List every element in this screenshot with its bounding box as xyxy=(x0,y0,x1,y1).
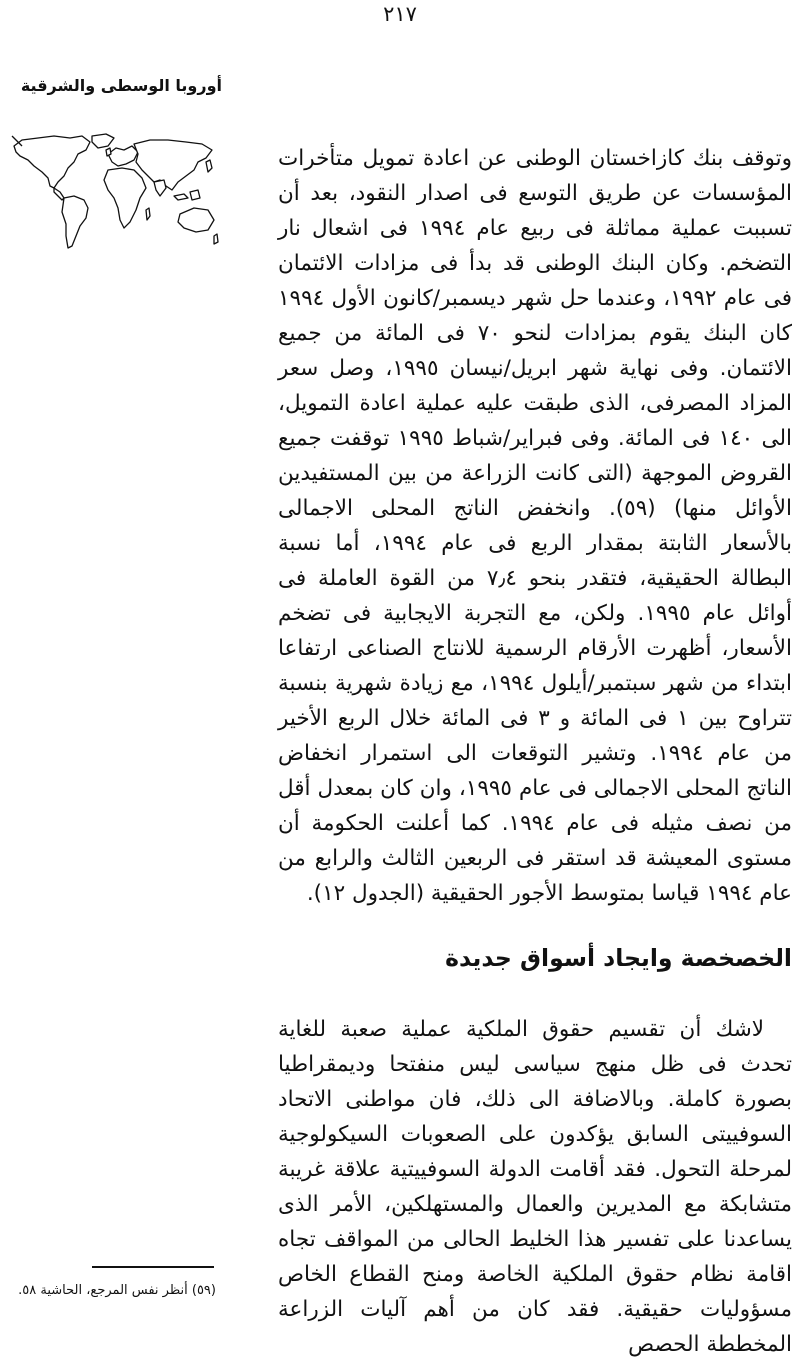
world-map-icon xyxy=(8,132,220,252)
body-paragraph-2: لاشك أن تقسيم حقوق الملكية عملية صعبة للغاية تحدث فى ظل منهج سياسى ليس منفتحا وديمقراطيا بصورة كاملة. وبالاضافة الى ذلك، فان مواطنى الاتحاد السوفييتى السابق يؤكدون على الصعوبات السيكولوجية لمرحلة التحول. فقد أقامت الدولة السوفييتية علاقة غريبة متشابكة مع المديرين والعمال والمستهلكين، الأمر الذى يساعدنا على تفسير هذا الخليط الحالى من المواقف تجاه اقامة نظام حقوق الملكية الخاصة ومنح القطاع الخاص مسؤوليات حقيقية. فقد كان من أهم آليات الزراعة المخططة الحصص xyxy=(278,1017,792,1357)
borneo-shape xyxy=(190,190,200,200)
africa-shape xyxy=(104,168,146,228)
europe-shape xyxy=(108,146,138,166)
footnote-divider xyxy=(92,1266,214,1268)
footnote-59: (٥٩) أنظر نفس المرجع، الحاشية ٥٨. xyxy=(18,1283,216,1298)
body-paragraph-1: وتوقف بنك كازاخستان الوطنى عن اعادة تمويل متأخرات المؤسسات عن طريق التوسع فى اصدار النقود، بعد أن تسببت عملية مماثلة فى ربيع عام ١٩٩٤ فى اشعال نار التضخم. وكان البنك الوطنى قد بدأ فى مزادات الائتمان فى عام ١٩٩٢، وعندما حل شهر ديسمبر/كانون الأول ١٩٩٤ كان البنك يقوم بمزادات لنحو ٧٠ فى المائة من جميع الائتمان. وفى نهاية شهر ابريل/نيسان ١٩٩٥، وصل سعر المزاد المصرفى، الذى طبقت عليه عملية اعادة التمويل، الى ١٤٠ فى المائة. وفى فبراير/شباط ١٩٩٥ توقفت جميع القروض الموجهة (التى كانت الزراعة من بين المستفيدين الأوائل منها) (٥٩). وانخفض الناتج المحلى الاجمالى بالأسعار الثابتة بمقدار الربع فى عام ١٩٩٤، أما نسبة البطالة الحقيقية، فتقدر بنحو ٧٫٤ من القوة العاملة فى أوائل عام ١٩٩٥. ولكن، مع التجربة الايجابية فى تضخم الأسعار، أظهرت الأرقام الرسمية للانتاج الصناعى ارتفاعا ابتداء من شهر سبتمبر/أيلول ١٩٩٤، مع زيادة شهرية بنسبة تتراوح بين ١ فى المائة و ٣ فى المائة خلال الربع الأخير من عام ١٩٩٤. وتشير التوقعات الى استمرار انخفاض الناتج المحلى الاجمالى فى عام ١٩٩٥، وان كان بمعدل أقل من نصف مثيله فى عام ١٩٩٤. كما أعلنت الحكومة أن مستوى المعيشة قد استقر فى الربعين الثالث والرابع من عام ١٩٩٤ قياسا بمتوسط الأجور الحقيقية (الجدول ١٢). xyxy=(278,146,792,906)
greenland-shape xyxy=(92,134,114,148)
britain-shape xyxy=(106,148,111,156)
north-america-shape xyxy=(14,136,90,188)
running-header: أوروبا الوسطى والشرقية xyxy=(20,76,222,95)
central-america-shape xyxy=(54,188,64,200)
new-zealand-shape xyxy=(214,234,218,244)
world-map-figure xyxy=(8,132,220,252)
indonesia-shape xyxy=(174,194,188,200)
asia-shape xyxy=(134,140,212,190)
madagascar-shape xyxy=(146,208,150,220)
section-heading: الخصخصة وايجاد أسواق جديدة xyxy=(445,944,792,972)
page-number: ٢١٧ xyxy=(383,2,417,26)
india-shape xyxy=(154,180,166,196)
south-america-shape xyxy=(62,196,88,248)
australia-shape xyxy=(178,208,214,232)
japan-shape xyxy=(206,160,212,172)
